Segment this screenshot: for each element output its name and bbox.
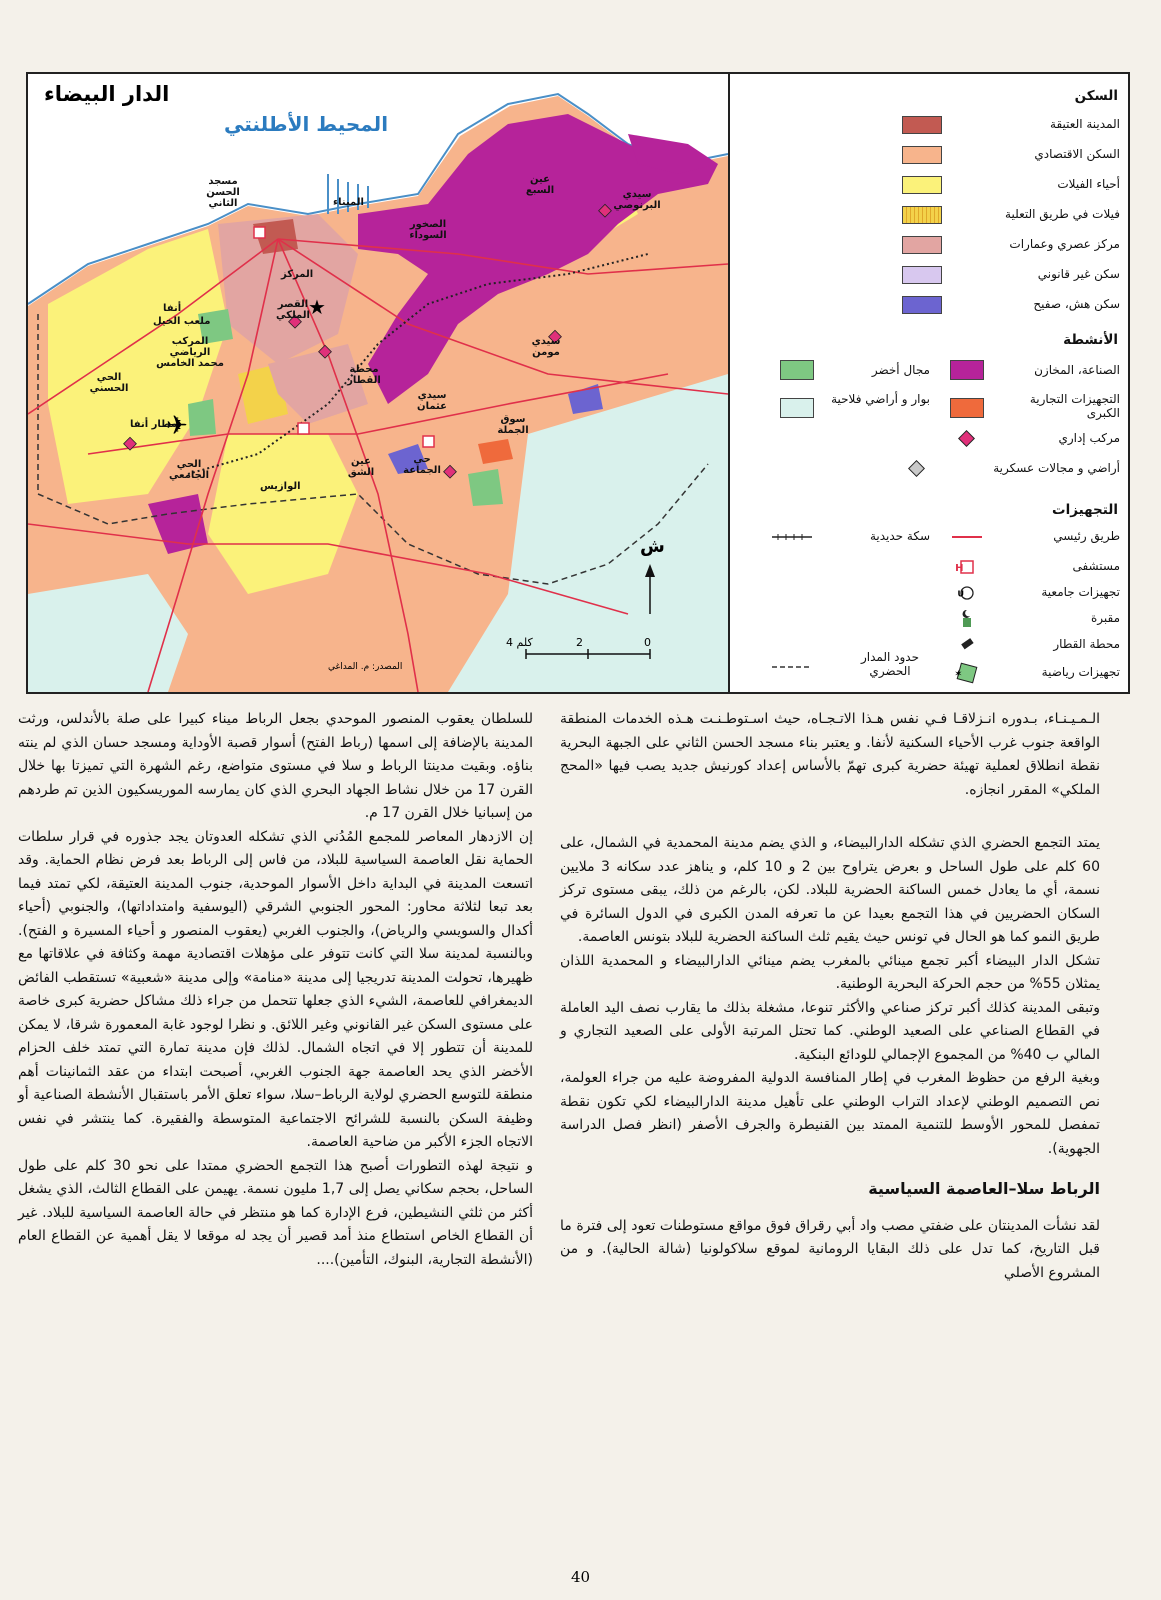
legend-item-old-medina (900, 114, 1120, 136)
legend-label: مستشفى (1072, 559, 1120, 573)
legend-label: أحياء الفيلات (1057, 177, 1120, 191)
map-label-university: الحي الجامعي (168, 459, 210, 481)
legend-label: مجال أخضر (871, 363, 930, 377)
legend-label: فيلات في طريق التعلية (1005, 207, 1120, 221)
legend-label: سكة حديدية (869, 529, 930, 543)
map-label-anfa: أنفا (163, 303, 182, 314)
legend-item-economic-housing (900, 144, 1120, 166)
map-label-sidi-bernoussi: سيدي البرنوصي (613, 189, 661, 211)
legend-item-boundary (770, 650, 930, 684)
university-icon (950, 582, 984, 604)
green-space-east (468, 469, 503, 506)
paragraph: تشكل الدار البيضاء أكبر تجمع مينائي بالمغرب يضم مينائي الدارالبيضاء و المحمدية اللذان يمثلان 55% من حجم الحركة البحرية الوطنية. (560, 952, 1100, 992)
legend-label: بوار و أراضي فلاحية (831, 392, 930, 406)
legend-item-sports (950, 662, 1120, 684)
swatch-economic-housing (902, 146, 942, 164)
legend-label: مركب إداري (1058, 431, 1120, 445)
map-label-sidi-moumen: سيدي مومن (531, 336, 561, 358)
paragraph: وبغية الرفع من حظوظ المغرب في إطار المنافسة الدولية المفروضة عليه من جراء العولمة، نص التصميم الوطني لإعداد التراب الوطني على تأهيل مدينة الدارالبيضاء لكي تكون نقطة تمفصل للمحور الأوسط للتنمية الممتد بين القنيطرة والجرف الأصفر (انظر فصل الدراسة الجهوية). (560, 1070, 1100, 1157)
railway-icon (770, 526, 814, 548)
paragraph: لقد نشأت المدينتان على ضفتي مصب واد أبي رقراق فوق مواقع مستوطنات تعود إلى فترة ما قبل التاريخ، كما تدل على ذلك البقايا الرومانية لموقع سلاكولونيا (شالة الحالية). و من المشروع الأصلي (560, 1217, 1100, 1281)
legend-item-train-station (950, 634, 1120, 656)
scale-label-4: 4 كلم (506, 636, 533, 649)
page-number: 40 (570, 1568, 591, 1586)
legend-label: مقبرة (1090, 611, 1120, 625)
map-legend (730, 74, 1128, 692)
legend-item-green (780, 360, 930, 382)
swatch-illegal-housing (902, 266, 942, 284)
admin-diamond-icon (950, 428, 984, 450)
palace-icon: ★ (308, 295, 326, 319)
north-label: ش (640, 536, 665, 557)
right-column (560, 708, 1100, 1285)
legend-item-hospital (950, 556, 1120, 578)
boundary-icon (770, 656, 814, 678)
legend-item-admin (950, 428, 1120, 450)
legend-label: سكن غير قانوني (1037, 267, 1120, 281)
map-label-centre: المركز (281, 269, 314, 280)
legend-label: تجهيزات رياضية (1041, 665, 1120, 679)
paragraph: وتبقى المدينة كذلك أكبر تركز صناعي والأكثر تنوعا، مشغلة بذلك ما يقارب نصف اليد العاملة في القطاع الصناعي على الصعيد الوطني. كما تحتل المرتبة الأولى على الصعيد التجاري و المالي ب 40% من المجموع الإجمالي للودائع البنكية. (560, 999, 1100, 1063)
legend-item-military (900, 458, 1120, 480)
map-label-mosque: مسجد الحسن الثاني (206, 176, 240, 209)
legend-label: المدينة العتيقة (1050, 117, 1120, 131)
casablanca-map (28, 74, 730, 692)
sports-icon (950, 662, 984, 684)
paragraph: يمتد التجمع الحضري الذي تشكله الدارالبيضاء، و الذي يضم مدينة المحمدية في الشمال، على 60 كلم على طول الساحل و بعرض يتراوح بين 2 و 10 كلم، و يناهز عدد سكانه 3 ملايين نسمة، أي ما يعادل خمس الساكنة الحضرية للبلاد. لكن، بالرغم من ذلك، يبقى مستوى تركز السكان الحضريين في هذا التجمع بعيدا عن ما تعرفه المدن الكبرى في الدول السائرة في طريق النمو كما هو الحال في تونس حيث يقيم ثلث الساكنة الحضرية للبلاد بتونس العاصمة. (560, 835, 1100, 945)
legend-item-slum (900, 294, 1120, 316)
legend-label: سكن هش، صفيح (1033, 297, 1120, 311)
legend-item-villas (900, 174, 1120, 196)
legend-housing-title: السكن (1074, 88, 1118, 104)
scale-label-0: 0 (644, 636, 651, 649)
swatch-green (780, 360, 814, 380)
map-label-hippodrome: ملعب الخيل (153, 316, 211, 327)
ocean-label: المحيط الأطلنتي (224, 112, 389, 136)
scale-label-2: 2 (576, 636, 583, 649)
paragraph: إن الازدهار المعاصر للمجمع المُدُني الذي تشكله العدوتان يجد جذوره في قرار سلطات الحماية نقل العاصمة السياسية للبلاد، من فاس إلى الرباط بعد فرض نظام الحماية. وقد اتسعت المدينة في البداية داخل الأسوار الموحدية، جنوب المدينة العتيقة، لكي تمتد فيما بعد تبعا لثلاثة محاور: المحور الجنوبي الشرقي (اليوسفية وامتداداتها)، والجنوبي (أحياء أكدال والسويسي والرياض)، والجنوب الغربي (يعقوب المنصور و أحياء المسيرة و الفتح). وبالنسبة لمدينة سلا التي كانت تتوفر على مؤهلات اقتصادية مهمة وكثافة في علاقاتها مع ظهيرها، تحولت المدينة تدريجيا إلى مدينة «منامة» وإلى مدينة «شعبية» تستقطب الفائض الديمغرافي للعاصمة، الشيء الذي جعلها تتحمل من جراء ذلك مشاكل حضرية كبرى خاصة على مستوى السكن غير القانوني وغير اللائق. و نظرا لوجود غابة المعمورة شرقا، لا يمكن للمدينة أن تتطور إلا في اتجاه الشمال. لذلك فإن مدينة تمارة التي تمتد خلف الحزام الأخضر الذي يحد العاصمة جهة الجنوب الغربي، أصبحت ابتداء من عقد الثمانينات أهم منطقة للتوسع الحضري لولاية الرباط–سلا، سواء تعلق الأمر باستقبال الأنشطة الصناعية أو وظيفة السكن بالنسبة للشرائح الاجتماعية المتوسطة والفقيرة. كما ينتشر في نفس الاتجاه الجزء الأكبر من ضاحية العاصمة. (18, 828, 533, 1150)
map-label-airport: مطار أنفا (130, 419, 178, 430)
map-figure (26, 72, 1130, 694)
legend-item-villas-elevation (900, 204, 1120, 226)
map-label-ain-chock: عين الشق (347, 456, 375, 478)
left-column (18, 708, 533, 1272)
map-label-sidi-othmane: سيدي عثمان (417, 390, 447, 412)
map-label-souk: سوق الجملة (497, 414, 529, 436)
legend-label: محطة القطار (1053, 637, 1120, 651)
map-label-hay-jamaa: حي الجماعة (403, 454, 441, 476)
map-label-ain-sebaa: عين السبع (525, 174, 555, 196)
paragraph: و نتيجة لهذه التطورات أصبح هذا التجمع الحضري ممتدا على نحو 30 كلم على طول الساحل، بحجم سكاني يصل إلى 1,7 مليون نسمة. يهيمن على القطاع الثالث، الذي يشغل أكثر من ثلثي النشيطين، فرع الإدارة كما هو منتظر في حالة العاصمة السياسية للبلاد. غير أن القطاع الخاص استطاع منذ أمد قصير أن يجد له موقعا لا يقل أهمية عن القطاع العام (الأنشطة التجارية، البنوك، التأمين).... (18, 1157, 534, 1268)
legend-equipment-title: التجهيزات (1052, 502, 1118, 518)
legend-label: أراضي و مجالات عسكرية (993, 461, 1120, 475)
legend-item-commercial (950, 392, 1120, 426)
legend-label: طريق رئيسي (1053, 529, 1120, 543)
cemetery-icon (950, 608, 984, 630)
map-label-complexe: المركب الرياضي محمد الخامس (156, 336, 224, 369)
paragraph: الـمـيـنـاء، بـدوره انـزلاقـا فـي نفس هـذا الاتـجـاه، حيث اسـتوطـنـت هـذه الخدمات المنطقة الواقعة جنوب غرب الأحياء السكنية لأنفا. و يعتبر بناء مسجد الحسن الثاني على الجبهة البحرية نقطة انطلاق لعملية تهيئة حضرية كبرى تهمّ بالأساس إعداد كورنيش جديد يصب فيها «المحج الملكي» المقرر انجازه. (560, 711, 1100, 798)
main-road-icon (950, 526, 984, 548)
legend-item-farmland (780, 392, 930, 426)
map-label-oasis: الوازيس (260, 481, 301, 492)
legend-item-illegal-housing (900, 264, 1120, 286)
military-diamond-icon (900, 458, 934, 480)
legend-item-industry (950, 360, 1120, 382)
green-space-south (188, 399, 216, 436)
hospital-icon (950, 556, 984, 578)
swatch-old-medina (902, 116, 942, 134)
swatch-farmland (780, 398, 814, 418)
legend-label: مركز عصري وعمارات (1009, 237, 1120, 251)
map-title: الدار البيضاء (44, 82, 170, 106)
swatch-villas-elevation (902, 206, 942, 224)
paragraph: للسلطان يعقوب المنصور الموحدي بجعل الرباط ميناء كبيرا على صلة بالأندلس، ورثت المدينة بالإضافة إلى اسمها (رباط الفتح) أسوار قصبة الأوداية ومسجد حسان الذي لم ينته بناؤه. وبقيت مدينتا الرباط و سلا في مستوى متواضع، رغم الشهرة التي تميزتا بها خلال القرن 17 من خلال نشاط الجهاد البحري الذي كان يمارسه الموريسكيون الذين تم طردهم من إسبانيا خلال القرن 17 م. (18, 711, 533, 821)
map-label-roches-noires: الصخور السوداء (409, 219, 447, 241)
legend-label: تجهيزات جامعية (1041, 585, 1120, 599)
legend-label: السكن الاقتصادي (1034, 147, 1120, 161)
legend-item-railway (770, 526, 930, 548)
section-heading: الرباط سلا–العاصمة السياسية (868, 1179, 1100, 1198)
train-station-icon (950, 634, 984, 656)
map-label-palace: القصر الملكي (276, 299, 310, 321)
svg-text:H: H (955, 563, 964, 574)
svg-text:U: U (957, 589, 964, 599)
map-label-hay-hassani: الحي الحسني (89, 372, 129, 394)
legend-item-cemetery (950, 608, 1120, 630)
svg-text:✶: ✶ (954, 669, 963, 680)
legend-label: التجهيزات التجارية الكبرى (1029, 392, 1120, 420)
map-label-port: الميناء (333, 197, 364, 208)
swatch-modern-centre (902, 236, 942, 254)
legend-label: الصناعة، المخازن (1034, 363, 1120, 377)
airport-icon: ✈ (166, 411, 188, 441)
legend-item-university (950, 582, 1120, 604)
swatch-industry (950, 360, 984, 380)
map-label-station: محطة القطار (347, 364, 381, 386)
swatch-slum (902, 296, 942, 314)
legend-item-main-road (950, 526, 1120, 548)
swatch-commercial (950, 398, 984, 418)
legend-activities-title: الأنشطة (1063, 332, 1118, 348)
swatch-villas (902, 176, 942, 194)
map-source: المصدر: م. المداغي (328, 662, 403, 672)
legend-item-modern-centre (900, 234, 1120, 256)
legend-label: حدود المدار الحضري (860, 650, 920, 678)
